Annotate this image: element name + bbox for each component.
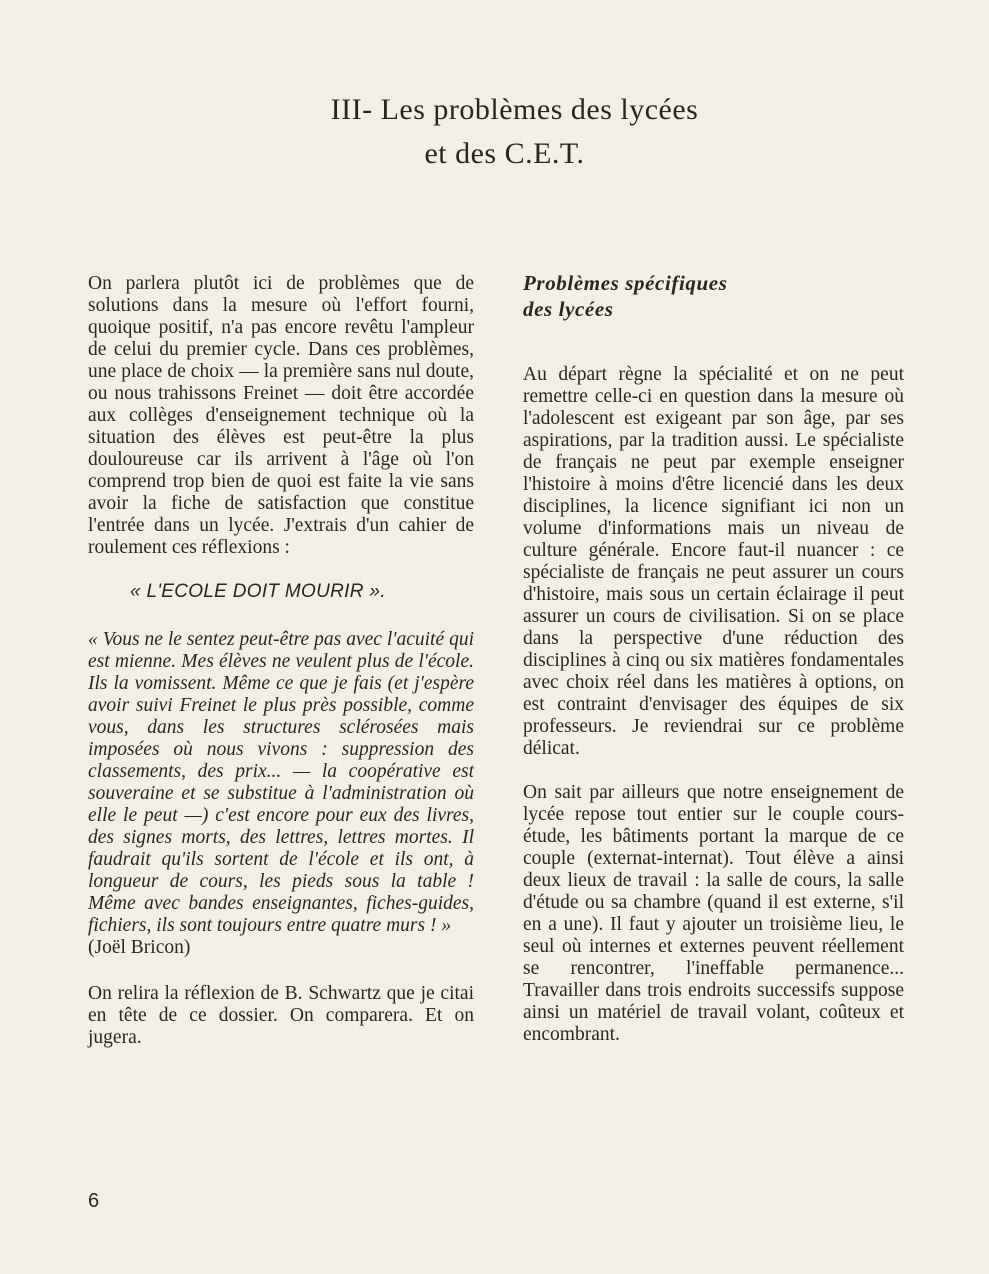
chapter-title-line2: et des C.E.T. [424, 137, 585, 170]
closing-paragraph: On relira la réflexion de B. Schwartz que je citai en tête de ce dossier. On comparera. Et on jugera. [88, 983, 474, 1048]
intro-paragraph: On parlera plutôt ici de problèmes que de solutions dans la mesure où l'effort fourni, quoique positif, n'a pas encore revêtu l'ampleur de celui du premier cycle. Dans ces problèmes, une place de choix — la première sans nul doute, ou nous trahissons Freinet — doit être accordée aux collèges d'enseignement technique où la situation des élèves est peut-être la plus douloureuse car ils arrivent à l'âge où l'on comprend trop bien de quoi est faite la vie sans avoir la fiche de satisfaction que constitue l'entrée dans un lycée. J'extrais d'un cahier de roulement ces réflexions : [88, 273, 474, 558]
left-column [88, 273, 474, 1049]
section-heading-line2: des lycées [523, 297, 614, 321]
chapter-title-line1: III- Les problèmes des lycées [330, 93, 699, 126]
specialty-paragraph: Au départ règne la spécialité et on ne peut remettre celle-ci en question dans la mesure où l'adolescent est exigeant par son âge, par ses aspirations, par la tradition aussi. Le spécialiste de français ne peut par exemple enseigner l'histoire à moins d'être licencié dans les deux disciplines, la licence signifiant ici non un volume d'informations mais un niveau de culture générale. Encore faut-il nuancer : ce spécialiste de français ne peut assurer un cours d'histoire, mais sous un certain éclairage il peut assurer un cours de civilisation. Si on se place dans la perspective d'une réduction des disciplines à cinq ou six matières fondamentales avec choix réel dans les matières à options, on est contraint d'envisager des équipes de six professeurs. Je reviendrai sur ce problème délicat. [523, 364, 904, 759]
section-heading-line1: Problèmes spécifiques [523, 271, 728, 295]
right-column [523, 270, 904, 1046]
page-number: 6 [88, 1190, 100, 1212]
quote-paragraph: « Vous ne le sentez peut-être pas avec l'acuité qui est mienne. Mes élèves ne veulent plus de l'école. Ils la vomissent. Même ce que je fais (et j'espère avoir suivi Freinet le plus près possible, comme vous, dans les structures sclérosées mais imposées où nous vivons : suppression des classements, des prix... — la coopérative est souveraine et se substitue à l'administration où elle le peut —) c'est encore pour eux des livres, des signes morts, des lettres, lettres mortes. Il faudrait qu'ils sortent de l'école et ils ont, à longueur de cours, les pieds sous la table ! Même avec bandes enseignantes, fiches-guides, fichiers, ils sont toujours entre quatre murs ! » [88, 629, 474, 936]
section-heading [523, 270, 904, 322]
course-study-paragraph: On sait par ailleurs que notre enseignement de lycée repose tout entier sur le couple cours-étude, les bâtiments portant la marque de ce couple (externat-internat). Tout élève a ainsi deux lieux de travail : la salle de cours, la salle d'étude ou sa chambre (quand il est externe, s'il en a une). Il faut y ajouter un troisième lieu, le seul où internes et externes peuvent réellement se rencontrer, l'ineffable permanence... Travailler dans trois endroits successifs suppose ainsi un matériel de travail volant, coûteux et encombrant. [523, 782, 904, 1045]
quote-author: (Joël Bricon) [88, 937, 191, 958]
chapter-title [0, 88, 989, 176]
quote-title: « L'ECOLE DOIT MOURIR ». [130, 581, 386, 602]
